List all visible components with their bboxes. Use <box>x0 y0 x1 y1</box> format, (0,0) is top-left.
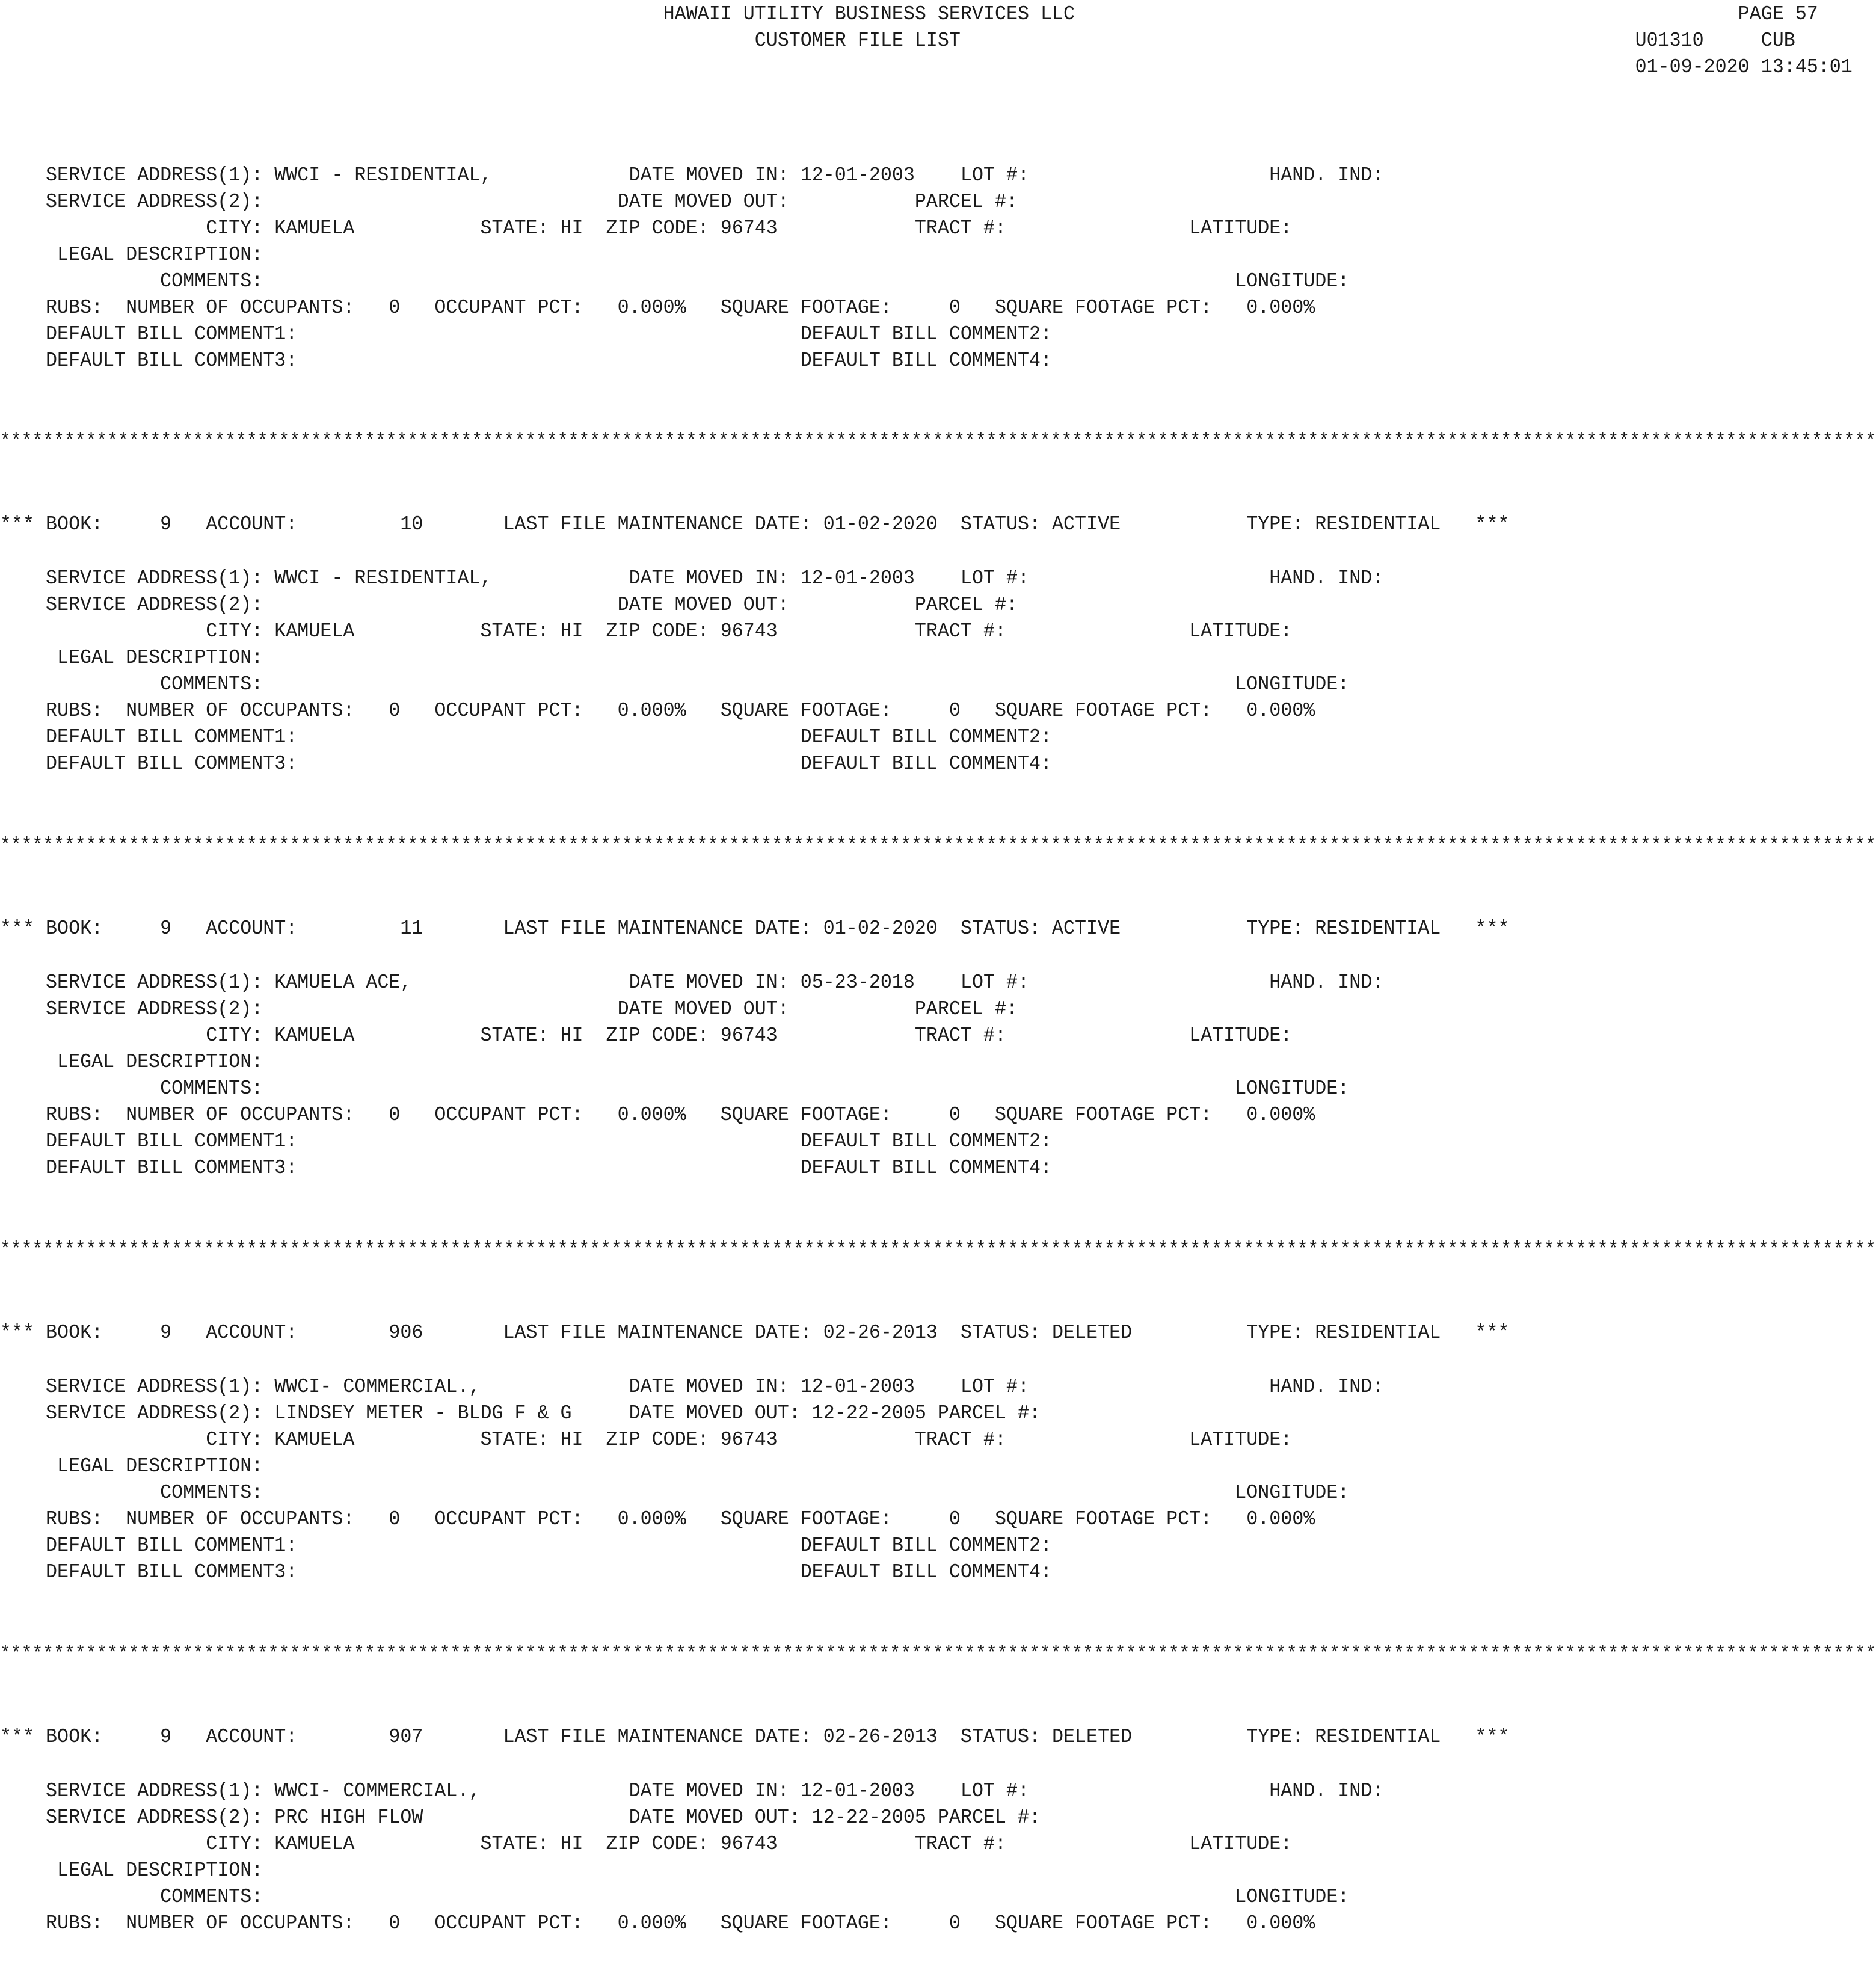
record-legal-description: LEGAL DESCRIPTION: <box>0 1051 263 1073</box>
record-default-bill-comments-3-4: DEFAULT BILL COMMENT3: DEFAULT BILL COMMENT4: <box>0 1561 1053 1583</box>
record-city-line: CITY: KAMUELA STATE: HI ZIP CODE: 96743 TRACT #: LATITUDE: <box>0 1429 1293 1451</box>
record-comments: COMMENTS: LONGITUDE: <box>0 673 1350 695</box>
record-header: *** BOOK: 9 ACCOUNT: 10 LAST FILE MAINTENANCE DATE: 01-02-2020 STATUS: ACTIVE TYPE: RESIDENTIAL *** <box>0 513 1510 535</box>
record-default-bill-comments-3-4: DEFAULT BILL COMMENT3: DEFAULT BILL COMMENT4: <box>0 752 1053 775</box>
record-comments: COMMENTS: LONGITUDE: <box>0 1077 1350 1100</box>
record-header: *** BOOK: 9 ACCOUNT: 11 LAST FILE MAINTENANCE DATE: 01-02-2020 STATUS: ACTIVE TYPE: RESIDENTIAL *** <box>0 917 1510 940</box>
report-header-company: HAWAII UTILITY BUSINESS SERVICES LLC PAGE 57 <box>0 3 1818 25</box>
record-city-line: CITY: KAMUELA STATE: HI ZIP CODE: 96743 TRACT #: LATITUDE: <box>0 217 1293 239</box>
record-default-bill-comments-1-2: DEFAULT BILL COMMENT1: DEFAULT BILL COMMENT2: <box>0 1130 1053 1153</box>
record-legal-description: LEGAL DESCRIPTION: <box>0 1455 263 1477</box>
record-separator: ******************************************************************************************************************************************************************************* <box>0 1643 1876 1665</box>
record-city-line: CITY: KAMUELA STATE: HI ZIP CODE: 96743 TRACT #: LATITUDE: <box>0 1024 1293 1047</box>
record-header: *** BOOK: 9 ACCOUNT: 907 LAST FILE MAINTENANCE DATE: 02-26-2013 STATUS: DELETED TYPE: RESIDENTIAL *** <box>0 1726 1510 1748</box>
record-city-line: CITY: KAMUELA STATE: HI ZIP CODE: 96743 TRACT #: LATITUDE: <box>0 620 1293 642</box>
report-header-title: CUSTOMER FILE LIST U01310 CUB <box>0 29 1795 52</box>
record-service-address-2: SERVICE ADDRESS(2): DATE MOVED OUT: PARCEL #: <box>0 998 1018 1020</box>
record-comments: COMMENTS: LONGITUDE: <box>0 1482 1350 1504</box>
record-default-bill-comments-3-4: DEFAULT BILL COMMENT3: DEFAULT BILL COMMENT4: <box>0 349 1053 372</box>
record-default-bill-comments-1-2: DEFAULT BILL COMMENT1: DEFAULT BILL COMMENT2: <box>0 1534 1053 1557</box>
record-comments: COMMENTS: LONGITUDE: <box>0 270 1350 292</box>
record-default-bill-comments-1-2: DEFAULT BILL COMMENT1: DEFAULT BILL COMMENT2: <box>0 323 1053 345</box>
record-default-bill-comments-3-4: DEFAULT BILL COMMENT3: DEFAULT BILL COMMENT4: <box>0 1157 1053 1179</box>
record-default-bill-comments-1-2: DEFAULT BILL COMMENT1: DEFAULT BILL COMMENT2: <box>0 726 1053 748</box>
record-service-address-1: SERVICE ADDRESS(1): WWCI - RESIDENTIAL, DATE MOVED IN: 12-01-2003 LOT #: HAND. IND: <box>0 567 1384 589</box>
record-service-address-1: SERVICE ADDRESS(1): KAMUELA ACE, DATE MOVED IN: 05-23-2018 LOT #: HAND. IND: <box>0 971 1384 994</box>
record-rubs: RUBS: NUMBER OF OCCUPANTS: 0 OCCUPANT PCT: 0.000% SQUARE FOOTAGE: 0 SQUARE FOOTAGE PCT: 0.000% <box>0 1912 1315 1934</box>
record-rubs: RUBS: NUMBER OF OCCUPANTS: 0 OCCUPANT PCT: 0.000% SQUARE FOOTAGE: 0 SQUARE FOOTAGE PCT: 0.000% <box>0 1104 1315 1126</box>
record-city-line: CITY: KAMUELA STATE: HI ZIP CODE: 96743 TRACT #: LATITUDE: <box>0 1833 1293 1855</box>
record-separator: ******************************************************************************************************************************************************************************* <box>0 430 1876 452</box>
record-rubs: RUBS: NUMBER OF OCCUPANTS: 0 OCCUPANT PCT: 0.000% SQUARE FOOTAGE: 0 SQUARE FOOTAGE PCT: 0.000% <box>0 700 1315 722</box>
record-service-address-2: SERVICE ADDRESS(2): DATE MOVED OUT: PARCEL #: <box>0 191 1018 213</box>
report-header-date: 01-09-2020 13:45:01 <box>0 56 1853 78</box>
record-legal-description: LEGAL DESCRIPTION: <box>0 647 263 669</box>
record-rubs: RUBS: NUMBER OF OCCUPANTS: 0 OCCUPANT PCT: 0.000% SQUARE FOOTAGE: 0 SQUARE FOOTAGE PCT: 0.000% <box>0 297 1315 319</box>
record-service-address-1: SERVICE ADDRESS(1): WWCI- COMMERCIAL., DATE MOVED IN: 12-01-2003 LOT #: HAND. IND: <box>0 1780 1384 1802</box>
record-service-address-1: SERVICE ADDRESS(1): WWCI - RESIDENTIAL, DATE MOVED IN: 12-01-2003 LOT #: HAND. IND: <box>0 164 1384 186</box>
record-separator: ******************************************************************************************************************************************************************************* <box>0 1239 1876 1261</box>
record-rubs: RUBS: NUMBER OF OCCUPANTS: 0 OCCUPANT PCT: 0.000% SQUARE FOOTAGE: 0 SQUARE FOOTAGE PCT: 0.000% <box>0 1508 1315 1530</box>
record-legal-description: LEGAL DESCRIPTION: <box>0 244 263 266</box>
record-service-address-2: SERVICE ADDRESS(2): LINDSEY METER - BLDG F & G DATE MOVED OUT: 12-22-2005 PARCEL #: <box>0 1402 1041 1424</box>
record-legal-description: LEGAL DESCRIPTION: <box>0 1859 263 1882</box>
record-comments: COMMENTS: LONGITUDE: <box>0 1886 1350 1908</box>
record-service-address-1: SERVICE ADDRESS(1): WWCI- COMMERCIAL., DATE MOVED IN: 12-01-2003 LOT #: HAND. IND: <box>0 1376 1384 1398</box>
record-header: *** BOOK: 9 ACCOUNT: 906 LAST FILE MAINTENANCE DATE: 02-26-2013 STATUS: DELETED TYPE: RESIDENTIAL *** <box>0 1322 1510 1344</box>
record-separator: ******************************************************************************************************************************************************************************* <box>0 834 1876 857</box>
record-service-address-2: SERVICE ADDRESS(2): PRC HIGH FLOW DATE MOVED OUT: 12-22-2005 PARCEL #: <box>0 1806 1041 1829</box>
record-service-address-2: SERVICE ADDRESS(2): DATE MOVED OUT: PARCEL #: <box>0 594 1018 616</box>
